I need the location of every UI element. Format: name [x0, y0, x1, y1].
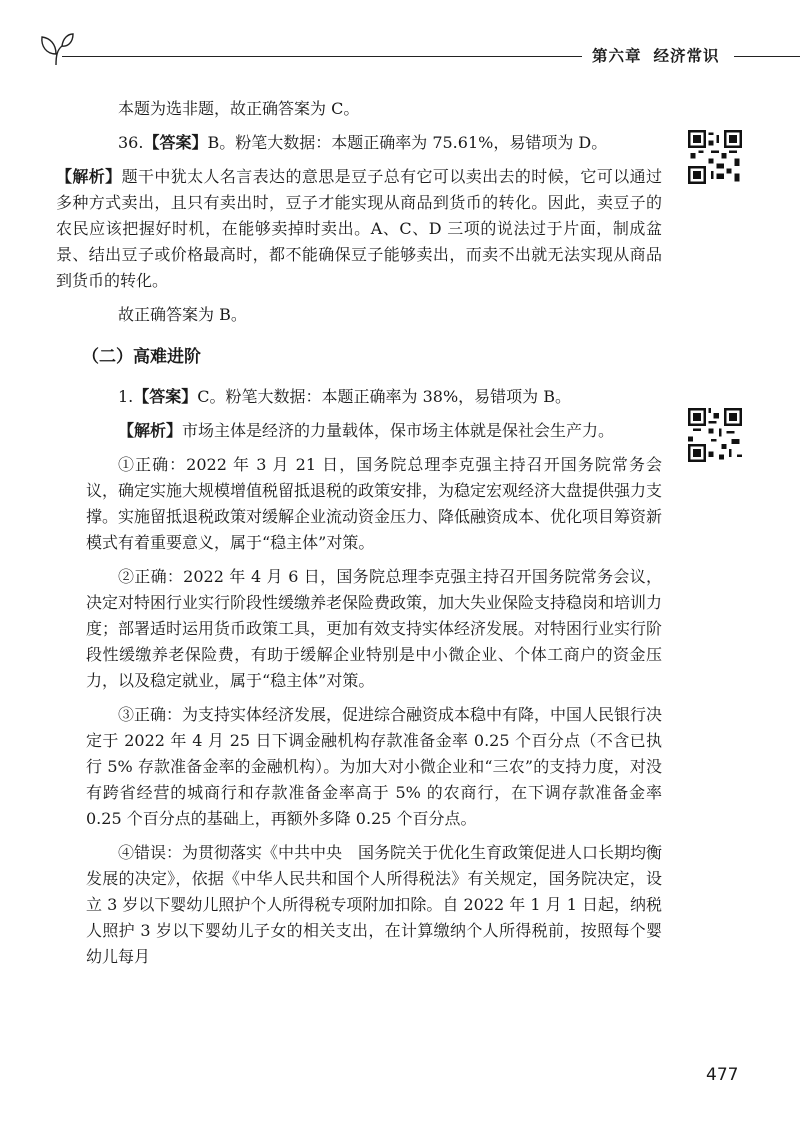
qr-code-icon[interactable] [688, 408, 742, 462]
section-label: 经济常识 [653, 47, 720, 65]
section-title: （二）高难进阶 [82, 347, 201, 367]
analysis-tag: 【解析】 [56, 167, 122, 186]
analysis-tag: 【解析】 [118, 421, 183, 440]
item-1: ①正确：2022 年 3 月 21 日，国务院总理李克强主持召开国务院常务会议，确定实施大规模增值税留抵退税的政策安排，为稳定宏观经济大盘提供强力支撑。实施留抵退税政策对缓解企业流动资金压力、降低融资成本、优化项目筹资新模式有着重要意义，属于“稳主体”对策。 [86, 455, 663, 552]
item-2: ②正确：2022 年 4 月 6 日，国务院总理李克强主持召开国务院常务会议，决定对特困行业实行阶段性缓缴养老保险费政策，加大失业保险支持稳岗和培训力度；部署适时运用货币政策工具，更加有效支持实体经济发展。对特困行业实行阶段性缓缴养老保险费，有助于缓解企业特别是中小微企业、个体工商户的资金压力，以及稳定就业，属于“稳主体”对策。 [86, 567, 663, 690]
analysis-1 [86, 418, 662, 444]
header-rule-left [62, 56, 582, 57]
answer-text: C。粉笔大数据：本题正确率为 38%，易错项为 B。 [197, 387, 572, 406]
chapter-label: 第六章 [592, 47, 642, 65]
analysis-text: 题干中犹太人名言表达的意思是豆子总有它可以卖出去的时候，它可以通过多种方式卖出，且只有卖出时，豆子才能实现从商品到货币的转化。因此，卖豆子的农民应该把握好时机，在能够卖掉时卖出。A、C、D 三项的说法过于片面，制成盆景、结出豆子或价格最高时，都不能确保豆子能够卖出，而卖不出就无法实现从商品到货币的转化。 [56, 167, 662, 290]
page-number: 477 [706, 1065, 739, 1085]
chapter-title [592, 44, 720, 66]
question-number: 1. [118, 387, 134, 406]
page-header [0, 0, 800, 80]
analysis-36 [56, 164, 662, 294]
answer-text: B。粉笔大数据：本题正确率为 75.61%，易错项为 D。 [207, 133, 608, 152]
sprout-icon [38, 32, 74, 66]
header-rule-right [734, 56, 800, 57]
paragraph: 本题为选非题，故正确答案为 C。 [118, 99, 360, 118]
item-4: ④错误：为贯彻落实《中共中央 国务院关于优化生育政策促进人口长期均衡发展的决定》，依据《中华人民共和国个人所得税法》有关规定，国务院决定，设立 3 岁以下婴幼儿照护个人所得税专项附加扣除。自 2022 年 1 月 1 日起，纳税人照护 3 岁以下婴幼儿子女的相关支出，在计算缴纳个人所得税前，按照每个婴幼儿每月 [86, 843, 663, 966]
question-number: 36. [118, 133, 144, 152]
answer-tag: 【答案】 [143, 133, 208, 152]
final-answer: 故正确答案为 B。 [118, 305, 247, 324]
analysis-text: 市场主体是经济的力量载体，保市场主体就是保社会生产力。 [182, 421, 615, 440]
answer-tag: 【答案】 [133, 387, 198, 406]
page-content [56, 96, 663, 978]
answer-36 [86, 130, 662, 156]
qr-code-icon[interactable] [688, 130, 742, 184]
item-3: ③正确：为支持实体经济发展，促进综合融资成本稳中有降，中国人民银行决定于 2022 年 4 月 25 日下调金融机构存款准备金率 0.25 个百分点（不含已执行 5% 存款准备金率的金融机构）。为加大对小微企业和“三农”的支持力度，对没有跨省经营的城商行和存款准备金率高于 5% 的农商行，在下调存款准备金率 0.25 个百分点的基础上，再额外多降 0.25 个百分点。 [86, 705, 663, 828]
answer-1 [86, 384, 662, 410]
